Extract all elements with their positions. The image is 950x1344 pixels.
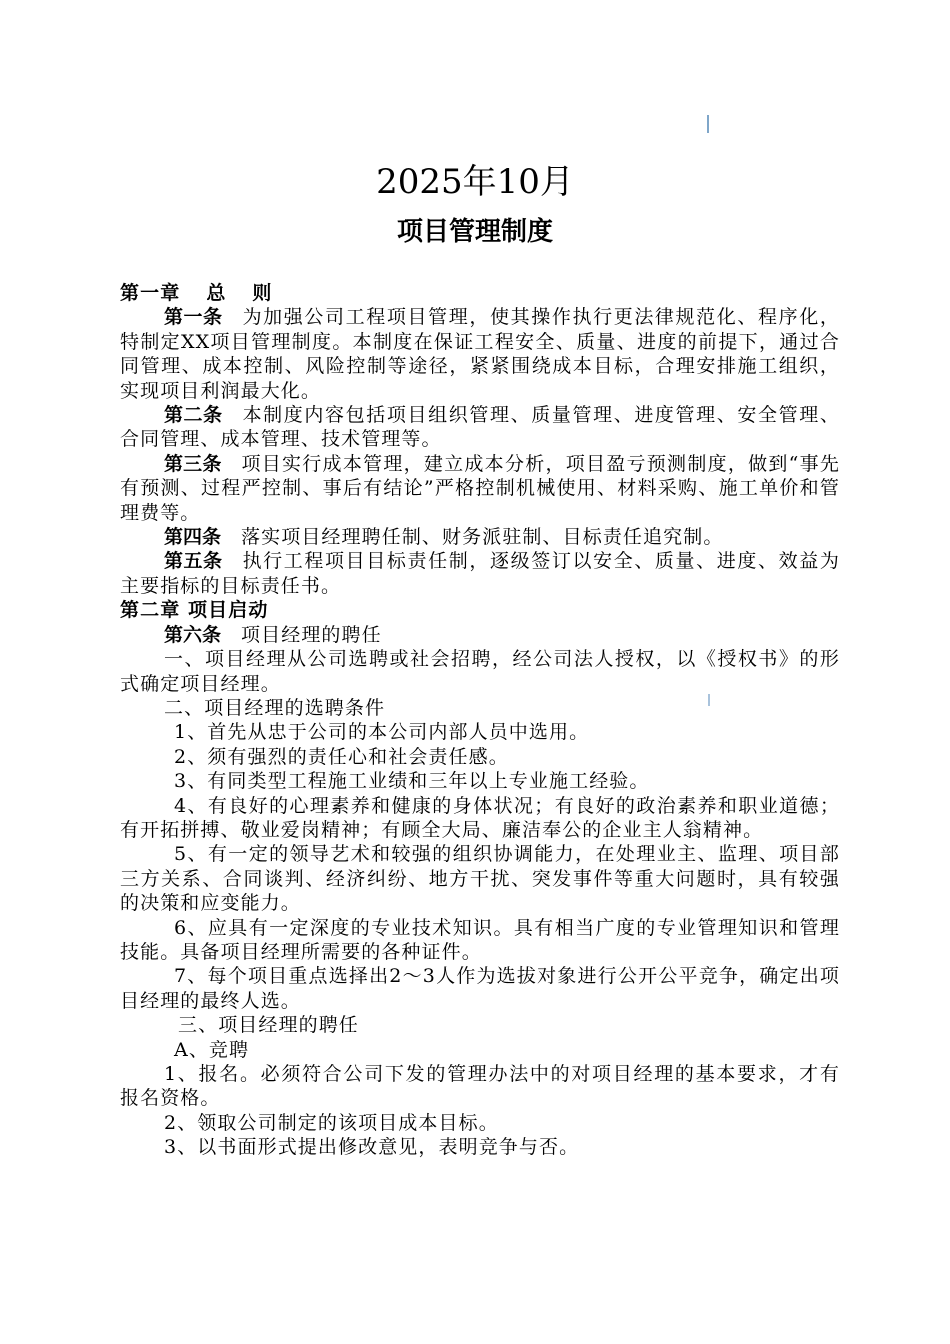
article-5: 第五条 执行工程项目目标责任制，逐级签订以安全、质量、进度、效益为主要指标的目标责任书。: [120, 550, 840, 597]
list-item: 3、有同类型工程施工业绩和三年以上专业施工经验。: [174, 770, 650, 793]
article-1: 第一条 为加强公司工程项目管理，使其操作执行更法律规范化、程序化，特制定XX项目管理制度。本制度在保证工程安全、质量、进度的前提下，通过合同管理、成本控制、风险控制等途径，紧紧围绕成本目标，合理安排施工组织，实现项目利润最大化。: [120, 306, 840, 402]
paragraph: 二、项目经理的选聘条件: [164, 696, 386, 719]
list-item: 5、有一定的领导艺术和较强的组织协调能力，在处理业主、监理、项目部三方关系、合同谈判、经济纠纷、地方干扰、突发事件等重大问题时，具有较强的决策和应变能力。: [120, 843, 840, 915]
paragraph: 一、项目经理从公司选聘或社会招聘，经公司法人授权，以《授权书》的形式确定项目经理。: [120, 648, 840, 695]
text-cursor-mark: [707, 115, 709, 133]
list-item: 1、首先从忠于公司的本公司内部人员中选用。: [174, 721, 590, 744]
document-title: 项目管理制度: [396, 217, 553, 247]
article-4: 第四条 落实项目经理聘任制、财务派驻制、目标责任追究制。: [164, 526, 724, 549]
article-3: 第三条 项目实行成本管理，建立成本分析，项目盈亏预测制度，做到“事先有预测、过程严控制、事后有结论”严格控制机械使用、材料采购、施工单价和管理费等。: [120, 452, 840, 524]
list-item: 2、领取公司制定的该项目成本目标。: [164, 1111, 499, 1134]
chapter-1-heading: 第一章 总 则: [120, 282, 273, 304]
article-2: 第二条 本制度内容包括项目组织管理、质量管理、进度管理、安全管理、合同管理、成本管理、技术管理等。: [120, 404, 840, 451]
list-item: 2、须有强烈的责任心和社会责任感。: [174, 745, 509, 768]
paragraph: 三、项目经理的聘任: [178, 1014, 359, 1037]
paragraph: A、竞聘: [174, 1038, 250, 1061]
document-body: [120, 281, 840, 1160]
article-6: 第六条 项目经理的聘任: [164, 623, 382, 646]
document-date: 2025年10月: [376, 162, 574, 202]
chapter-2-heading: 第二章 项目启动: [120, 599, 269, 622]
list-item: 6、应具有一定深度的专业技术知识。具有相当广度的专业管理知识和管理技能。具备项目经理所需要的各种证件。: [120, 916, 840, 963]
list-item: 7、每个项目重点选择出2～3人作为选拔对象进行公开公平竞争，确定出项目经理的最终人选。: [120, 965, 840, 1012]
list-item: 4、有良好的心理素养和健康的身体状况；有良好的政治素养和职业道德；有开拓拼搏、敬业爱岗精神；有顾全大局、廉洁奉公的企业主人翁精神。: [120, 794, 840, 841]
list-item: 3、以书面形式提出修改意见，表明竞争与否。: [164, 1136, 580, 1159]
list-item: 1、报名。必须符合公司下发的管理办法中的对项目经理的基本要求，才有报名资格。: [120, 1063, 840, 1110]
